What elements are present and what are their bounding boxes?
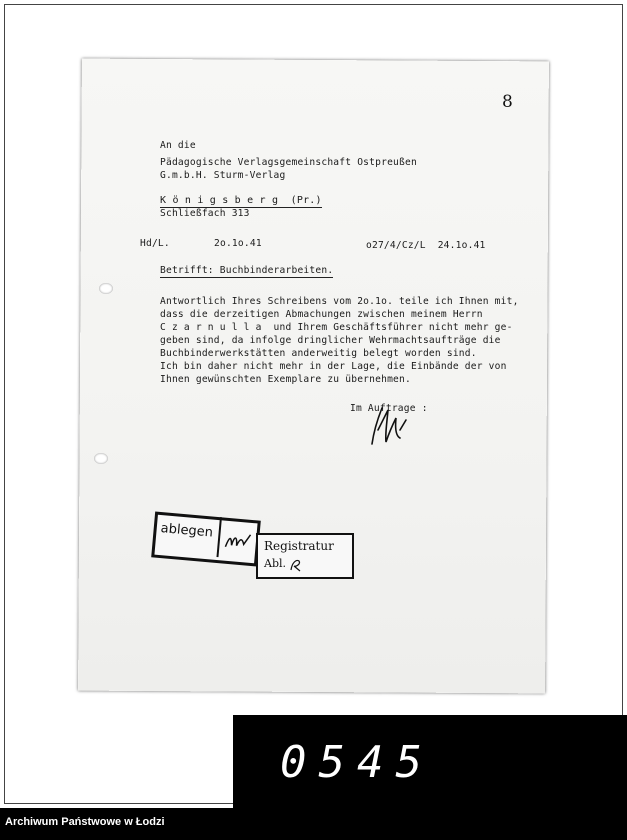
body-line: Buchbinderwerkstätten anderweitig belegt worden sind. — [160, 348, 477, 359]
registratur-stamp — [256, 533, 354, 579]
body-line: geben sind, da infolge dringlicher Wehrmachtsaufträge die — [160, 335, 501, 346]
punch-hole-bottom — [94, 453, 108, 464]
stamp-divider — [216, 517, 221, 557]
address-line-1: An die — [160, 140, 196, 151]
address-line-3: G.m.b.H. Sturm-Verlag — [160, 170, 286, 181]
body-line: Antwortlich Ihres Schreibens vom 2o.1o. teile ich Ihnen mit, — [160, 296, 519, 307]
address-po-box: Schließfach 313 — [160, 208, 250, 219]
subject-line: Betrifft: Buchbinderarbeiten. — [160, 265, 334, 276]
ablegen-stamp — [151, 511, 261, 566]
page-number: 8 — [502, 92, 513, 112]
registratur-stamp-title: Registratur — [264, 539, 334, 553]
registratur-stamp-abl: Abl. — [264, 557, 286, 570]
stamp-initials — [223, 529, 253, 553]
body-line: dass die derzeitigen Abmachungen zwischen meinem Herrn — [160, 309, 483, 320]
reference-right: o27/4/Cz/L 24.1o.41 — [366, 240, 486, 251]
body-line: C z a r n u l l a und Ihrem Geschäftsführer nicht mehr ge- — [160, 322, 513, 333]
registratur-stamp-mark — [288, 557, 304, 573]
ablegen-stamp-label: ablegen — [160, 521, 214, 541]
body-line: Ihnen gewünschten Exemplare zu übernehmen. — [160, 374, 411, 385]
body-line: Ich bin daher nicht mehr in der Lage, die Einbände der von — [160, 361, 507, 372]
frame-counter: 0545 — [280, 737, 434, 788]
punch-hole-top — [99, 283, 113, 294]
signature — [360, 400, 420, 450]
closing-text: Im Auftrage : — [350, 403, 428, 414]
archive-name: Archiwum Państwowe w Łodzi — [5, 816, 165, 828]
address-line-2: Pädagogische Verlagsgemeinschaft Ostpreußen — [160, 157, 417, 168]
reference-left-code: Hd/L. — [140, 238, 170, 249]
address-city: K ö n i g s b e r g (Pr.) — [160, 195, 322, 206]
reference-left-date: 2o.1o.41 — [214, 238, 262, 249]
